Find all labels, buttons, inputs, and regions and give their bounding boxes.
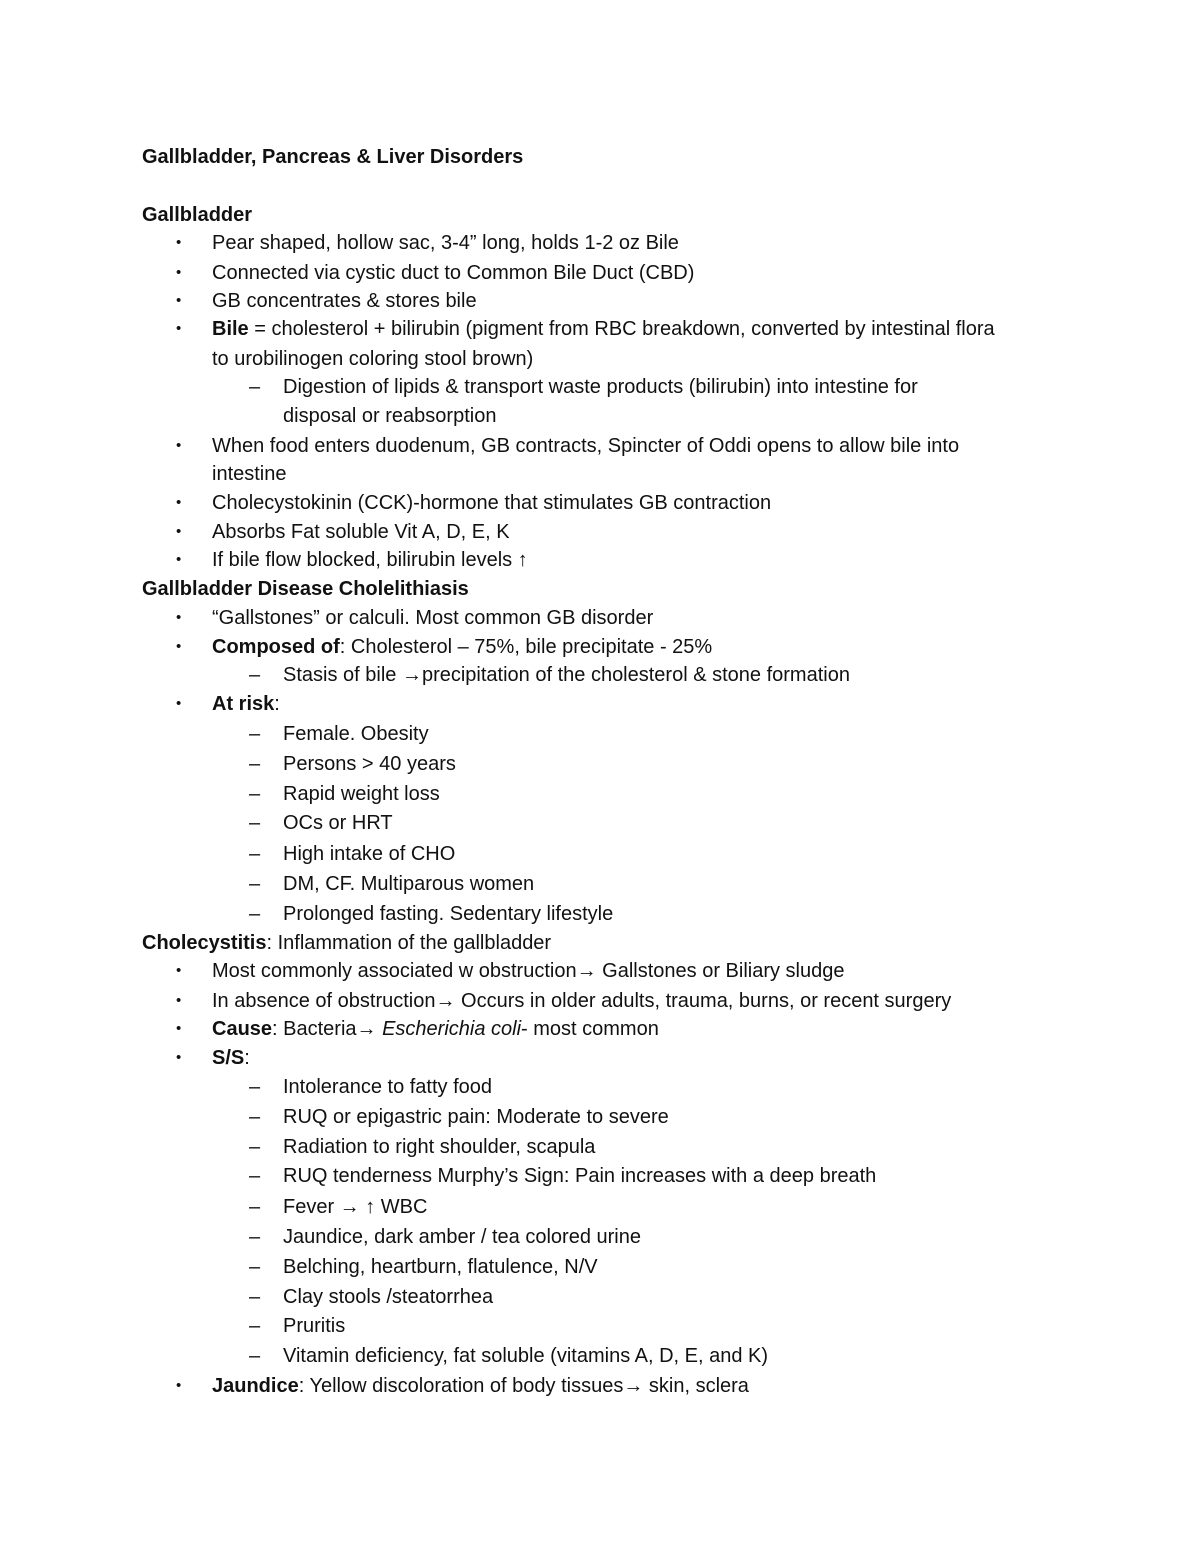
ss-item: Belching, heartburn, flatulence, N/V	[283, 1256, 598, 1278]
absence-bullet: In absence of obstruction→ Occurs in older adults, trauma, burns, or recent surgery	[212, 990, 952, 1012]
gb-bullet-2: Connected via cystic duct to Common Bile Duct (CBD)	[212, 262, 695, 284]
dash-marker: –	[249, 1226, 261, 1248]
dash-marker: –	[249, 812, 261, 834]
gb-bullet-1: Pear shaped, hollow sac, 3-4” long, holds 1-2 oz Bile	[212, 232, 679, 254]
dash-marker: –	[249, 873, 261, 895]
ss-item: Pruritis	[283, 1315, 346, 1337]
jaundice-text: : Yellow discoloration of body tissues→ skin, sclera	[298, 1375, 749, 1397]
jaundice-bullet	[212, 1375, 749, 1397]
bullet-marker: •	[176, 234, 182, 251]
bile-sub-item: Digestion of lipids & transport waste products (bilirubin) into intestine for	[283, 376, 918, 398]
bullet-marker: •	[176, 1020, 182, 1037]
bullet-marker: •	[176, 494, 182, 511]
cck-bullet: Cholecystokinin (CCK)-hormone that stimulates GB contraction	[212, 492, 772, 514]
composed-label: Composed of	[212, 636, 340, 658]
ss-item: Jaundice, dark amber / tea colored urine	[283, 1226, 641, 1248]
cause-end: - most common	[521, 1018, 659, 1040]
dash-marker: –	[249, 843, 261, 865]
bullet-marker: •	[176, 695, 182, 712]
assoc-bullet: Most commonly associated w obstruction→ Gallstones or Biliary sludge	[212, 960, 845, 982]
dash-marker: –	[249, 376, 261, 398]
composed-text: : Cholesterol – 75%, bile precipitate - 25%	[339, 636, 713, 658]
dash-marker: –	[249, 783, 261, 805]
cause-bullet	[212, 1018, 659, 1040]
page-title: Gallbladder, Pancreas & Liver Disorders	[142, 146, 524, 168]
bullet-marker: •	[176, 638, 182, 655]
risk-bullet	[212, 693, 280, 715]
bile-sub-item-continued: disposal or reabsorption	[283, 405, 497, 427]
bile-label: Bile	[212, 318, 249, 340]
risk-item: DM, CF. Multiparous women	[283, 873, 535, 895]
bullet-marker: •	[176, 523, 182, 540]
dash-marker: –	[249, 723, 261, 745]
risk-item: Rapid weight loss	[283, 783, 440, 805]
risk-item: OCs or HRT	[283, 812, 393, 834]
dash-marker: –	[249, 1315, 261, 1337]
ss-label: S/S	[212, 1047, 245, 1069]
bullet-marker: •	[176, 962, 182, 979]
gallstones-bullet: “Gallstones” or calculi. Most common GB disorder	[212, 607, 654, 629]
jaundice-label: Jaundice	[212, 1375, 299, 1397]
bullet-marker: •	[176, 1049, 182, 1066]
dash-marker: –	[249, 1106, 261, 1128]
bile-bullet	[212, 318, 995, 340]
food-bullet-continued: intestine	[212, 463, 287, 485]
bullet-marker: •	[176, 437, 182, 454]
bullet-marker: •	[176, 992, 182, 1009]
cholecystitis-label: Cholecystitis	[142, 932, 267, 954]
bullet-marker: •	[176, 551, 182, 568]
gb-bullet-3: GB concentrates & stores bile	[212, 290, 477, 312]
risk-item: Female. Obesity	[283, 723, 429, 745]
cholecystitis-line	[142, 932, 551, 954]
dash-marker: –	[249, 903, 261, 925]
dash-marker: –	[249, 1286, 261, 1308]
absorbs-bullet: Absorbs Fat soluble Vit A, D, E, K	[212, 521, 510, 543]
heading-cholelithiasis: Gallbladder Disease Cholelithiasis	[142, 578, 469, 600]
cause-organism: Escherichia coli	[382, 1018, 522, 1040]
ss-item: Vitamin deficiency, fat soluble (vitamins A, D, E, and K)	[283, 1345, 769, 1367]
food-bullet: When food enters duodenum, GB contracts, Spincter of Oddi opens to allow bile into	[212, 435, 960, 457]
blocked-bullet: If bile flow blocked, bilirubin levels ↑	[212, 549, 528, 571]
cholecystitis-text: : Inflammation of the gallbladder	[266, 932, 552, 954]
ss-item: RUQ or epigastric pain: Moderate to severe	[283, 1106, 669, 1128]
bullet-marker: •	[176, 1377, 182, 1394]
composed-bullet	[212, 636, 712, 658]
bullet-marker: •	[176, 320, 182, 337]
risk-item: Prolonged fasting. Sedentary lifestyle	[283, 903, 614, 925]
ss-bullet	[212, 1047, 250, 1069]
dash-marker: –	[249, 1165, 261, 1187]
heading-gallbladder: Gallbladder	[142, 204, 253, 226]
bullet-marker: •	[176, 264, 182, 281]
ss-colon: :	[244, 1047, 250, 1069]
risk-item: High intake of CHO	[283, 843, 456, 865]
bile-text: = cholesterol + bilirubin (pigment from RBC breakdown, converted by intestinal flora	[248, 318, 995, 340]
risk-colon: :	[274, 693, 280, 715]
dash-marker: –	[249, 1196, 261, 1218]
risk-label: At risk	[212, 693, 275, 715]
cause-text: : Bacteria→	[272, 1018, 383, 1040]
dash-marker: –	[249, 1136, 261, 1158]
ss-item: RUQ tenderness Murphy’s Sign: Pain increases with a deep breath	[283, 1165, 877, 1187]
dash-marker: –	[249, 1256, 261, 1278]
dash-marker: –	[249, 1076, 261, 1098]
bullet-marker: •	[176, 609, 182, 626]
dash-marker: –	[249, 664, 261, 686]
cause-label: Cause	[212, 1018, 273, 1040]
stasis-item: Stasis of bile →precipitation of the cholesterol & stone formation	[283, 664, 850, 686]
ss-item: Intolerance to fatty food	[283, 1076, 493, 1098]
dash-marker: –	[249, 1345, 261, 1367]
ss-item: Clay stools /steatorrhea	[283, 1286, 494, 1308]
dash-marker: –	[249, 753, 261, 775]
ss-item: Fever → ↑ WBC	[283, 1196, 428, 1218]
ss-item: Radiation to right shoulder, scapula	[283, 1136, 596, 1158]
bile-text-continued: to urobilinogen coloring stool brown)	[212, 348, 534, 370]
bullet-marker: •	[176, 292, 182, 309]
risk-item: Persons > 40 years	[283, 753, 456, 775]
